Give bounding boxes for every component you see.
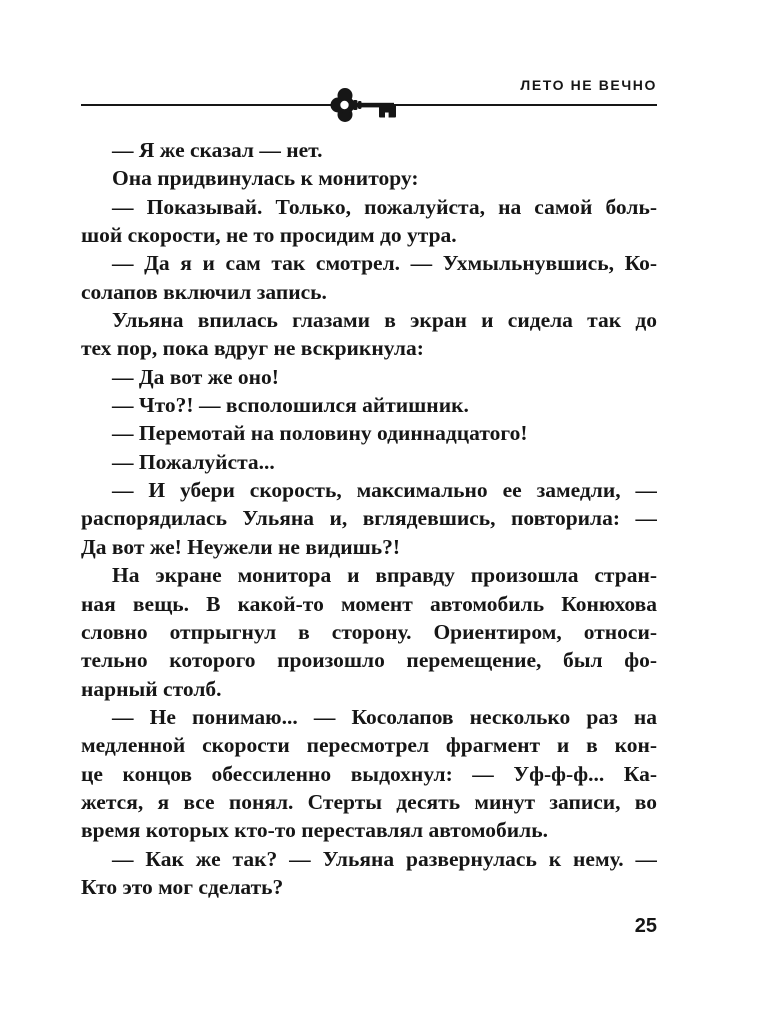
text-line: шой скорости, не то просидим до утра. <box>81 223 457 248</box>
text-line: медленной скорости пересмотрел фрагмент и в кон- <box>81 733 657 758</box>
text-line: — Пожалуйста... <box>112 449 275 474</box>
text-line: тельно которого произошло перемещение, был фо- <box>81 648 657 673</box>
text-line: нарный столб. <box>81 676 222 701</box>
text-line: ная вещь. В какой-то момент автомобиль Конюхова <box>81 591 657 616</box>
running-header: ЛЕТО НЕ ВЕЧНО <box>520 77 657 93</box>
text-line: Да вот же! Неужели не видишь?! <box>81 534 401 559</box>
text-line: — Как же так? — Ульяна развернулась к нему. — <box>112 846 657 871</box>
text-line: — Да вот же оно! <box>112 364 279 389</box>
text-line: — Показывай. Только, пожалуйста, на самой боль- <box>112 194 657 219</box>
text-line: — Перемотай на половину одиннадцатого! <box>112 421 528 446</box>
text-line: солапов включил запись. <box>81 279 327 304</box>
text-line: Ульяна впилась глазами в экран и сидела так до <box>112 308 657 333</box>
text-line: — И убери скорость, максимально ее замедли, — <box>112 478 657 503</box>
page-number: 25 <box>634 915 657 937</box>
text-line: це концов обессиленно выдохнул: — Уф-ф-ф... Ка- <box>81 761 657 786</box>
text-line: — Что?! — всполошился айтишник. <box>112 393 469 418</box>
text-line: — Я же сказал — нет. <box>112 138 323 162</box>
body-text <box>81 136 657 901</box>
text-line: жется, я все понял. Стерты десять минут записи, во <box>81 789 657 814</box>
text-line: Кто это мог сделать? <box>81 874 284 899</box>
text-line: распорядилась Ульяна и, вглядевшись, повторила: — <box>81 506 657 531</box>
text-line: словно отпрыгнул в сторону. Ориентиром, относи- <box>81 619 657 644</box>
text-line: — Не понимаю... — Косолапов несколько раз на <box>112 704 657 729</box>
text-line: Она придвинулась к монитору: <box>112 166 419 191</box>
key-ornament-icon <box>330 86 408 124</box>
text-line: время которых кто-то переставлял автомобиль. <box>81 818 548 843</box>
text-line: тех пор, пока вдруг не вскрикнула: <box>81 336 424 361</box>
text-line: — Да я и сам так смотрел. — Ухмыльнувшись, Ко- <box>112 251 657 276</box>
text-line: На экране монитора и вправду произошла стран- <box>112 563 657 588</box>
